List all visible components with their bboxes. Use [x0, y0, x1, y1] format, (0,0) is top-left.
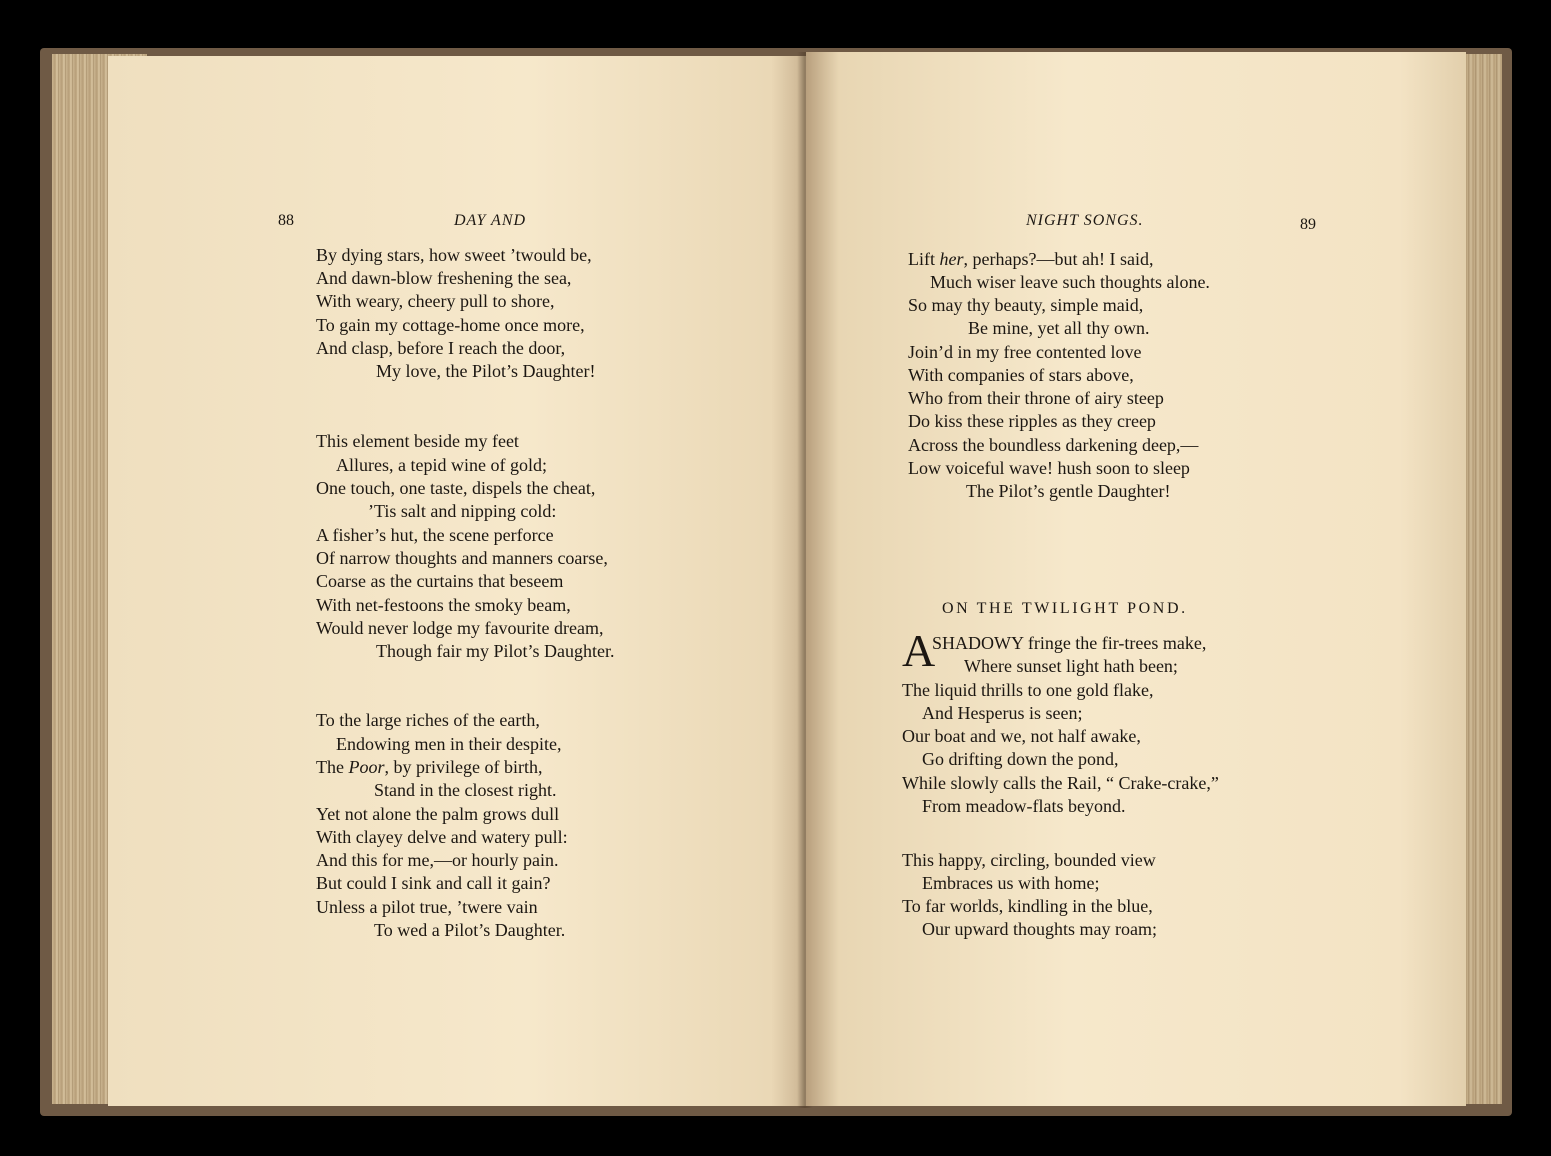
poem-line: Across the boundless darkening deep,— — [908, 435, 1199, 455]
drop-cap: A — [902, 625, 936, 676]
poem-line: Our boat and we, not half awake, — [902, 726, 1141, 746]
poem-line: Embraces us with home; — [922, 873, 1100, 893]
poem-line: Unless a pilot true, ’twere vain — [316, 897, 538, 917]
poem-line: A fisher’s hut, the scene perforce — [316, 525, 554, 545]
poem-title: ON THE TWILIGHT POND. — [942, 600, 1188, 617]
poem-line: Much wiser leave such thoughts alone. — [930, 272, 1210, 292]
poem-line: Lift her, perhaps?—but ah! I said, — [908, 249, 1154, 269]
poem-line: My love, the Pilot’s Daughter! — [376, 361, 596, 381]
poem-line: Where sunset light hath been; — [964, 656, 1178, 676]
poem-line: This element beside my feet — [316, 431, 519, 451]
poem-line: Yet not alone the palm grows dull — [316, 804, 560, 824]
right-running-head: NIGHT SONGS. — [1026, 212, 1144, 229]
left-running-head: DAY AND — [454, 212, 527, 229]
open-book — [40, 40, 1512, 1116]
poem-line: With net-festoons the smoky beam, — [316, 595, 571, 615]
poem-line: While slowly calls the Rail, “ Crake-crake,” — [902, 773, 1219, 793]
poem-line: By dying stars, how sweet ’twould be, — [316, 245, 592, 265]
poem-line: Stand in the closest right. — [374, 780, 557, 800]
italic-word: her — [939, 249, 964, 269]
poem-line: Low voiceful wave! hush soon to sleep — [908, 458, 1190, 478]
poem-line: But could I sink and call it gain? — [316, 873, 551, 893]
poem-line: Go drifting down the pond, — [922, 749, 1119, 769]
poem-line: Who from their throne of airy steep — [908, 388, 1164, 408]
poem-line: ’Tis salt and nipping cold: — [368, 501, 557, 521]
poem-line: And Hesperus is seen; — [922, 703, 1083, 723]
right-page — [806, 52, 1466, 1106]
poem-line: To gain my cottage-home once more, — [316, 315, 585, 335]
poem-line: And dawn-blow freshening the sea, — [316, 268, 572, 288]
poem-line: Allures, a tepid wine of gold; — [336, 455, 547, 475]
poem-line: With clayey delve and watery pull: — [316, 827, 568, 847]
poem-line: Join’d in my free contented love — [908, 342, 1142, 362]
poem-line: With weary, cheery pull to shore, — [316, 291, 555, 311]
poem-line: The Poor, by privilege of birth, — [316, 757, 543, 777]
poem-line: The Pilot’s gentle Daughter! — [966, 481, 1171, 501]
poem-line: Coarse as the curtains that beseem — [316, 571, 564, 591]
poem-line: One touch, one taste, dispels the cheat, — [316, 478, 596, 498]
poem-line: Be mine, yet all thy own. — [968, 318, 1150, 338]
poem-line: To the large riches of the earth, — [316, 710, 540, 730]
poem-line: The liquid thrills to one gold flake, — [902, 680, 1154, 700]
poem-line: And clasp, before I reach the door, — [316, 338, 566, 358]
poem-line: To wed a Pilot’s Daughter. — [374, 920, 566, 940]
poem-line: Would never lodge my favourite dream, — [316, 618, 604, 638]
poem-line: Our upward thoughts may roam; — [922, 919, 1157, 939]
poem-line: Do kiss these ripples as they creep — [908, 411, 1156, 431]
poem-line: So may thy beauty, simple maid, — [908, 295, 1144, 315]
left-page-number: 88 — [278, 212, 294, 229]
poem-line: Endowing men in their despite, — [336, 734, 562, 754]
poem-line: Though fair my Pilot’s Daughter. — [376, 641, 615, 661]
poem-line: To far worlds, kindling in the blue, — [902, 896, 1153, 916]
italic-word: Poor — [348, 757, 385, 777]
poem-line: And this for me,—or hourly pain. — [316, 850, 559, 870]
poem-line: This happy, circling, bounded view — [902, 850, 1156, 870]
poem-line: SHADOWY fringe the fir-trees make, — [932, 633, 1207, 653]
left-page — [108, 56, 806, 1106]
right-page-number: 89 — [1300, 216, 1316, 233]
poem-line: From meadow-flats beyond. — [922, 796, 1126, 816]
poem-line: Of narrow thoughts and manners coarse, — [316, 548, 608, 568]
poem-line: With companies of stars above, — [908, 365, 1134, 385]
